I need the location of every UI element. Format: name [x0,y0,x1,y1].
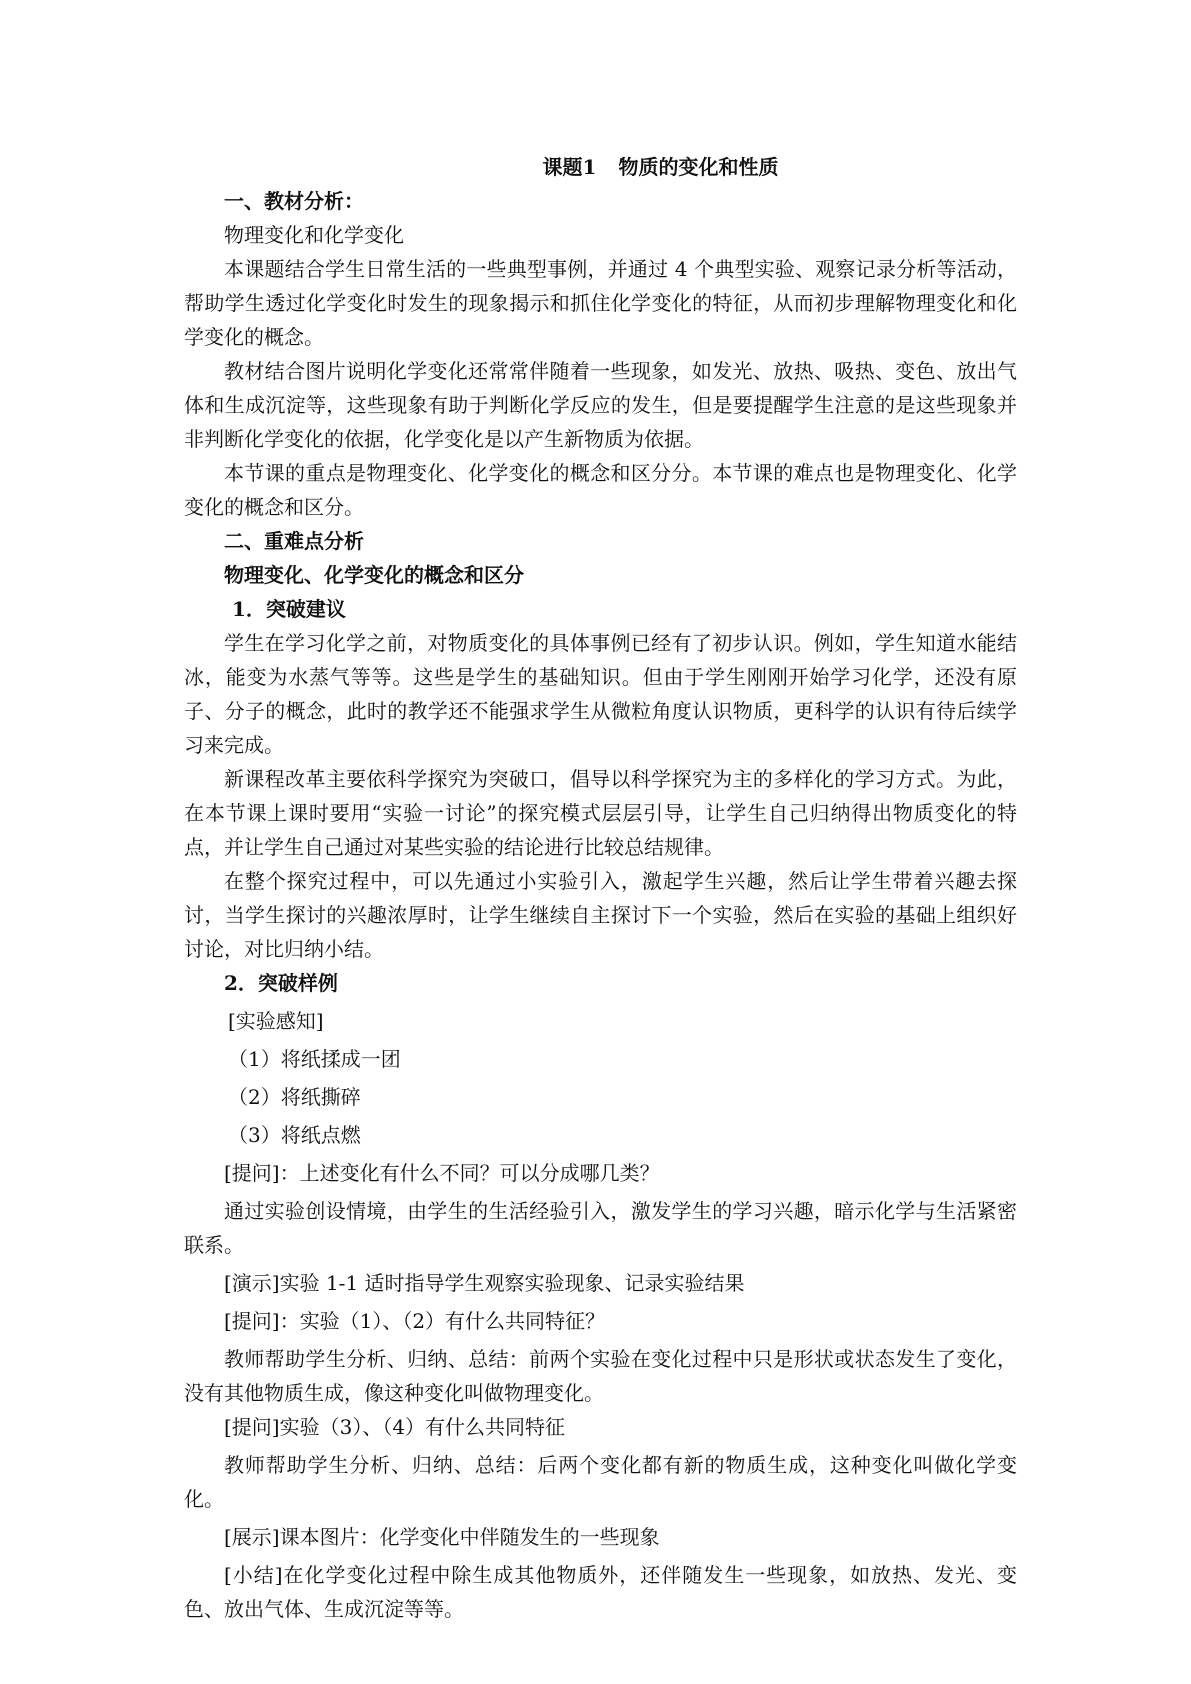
paragraph-prior-knowledge: 学生在学习化学之前，对物质变化的具体事例已经有了初步认识。例如，学生知道水能结冰，能变为水蒸气等等。这些是学生的基础知识。但由于学生刚刚开始学习化学，还没有原子、分子的概念，此时的教学还不能强求学生从微粒角度认识物质，更科学的认识有待后续学习来完成。 [184,631,1017,757]
paragraph-physical-change: 教师帮助学生分析、归纳、总结：前两个实验在变化过程中只是形状或状态发生了变化，没有其他物质生成，像这种变化叫做物理变化。 [184,1347,1017,1405]
question-1: [提问]：上述变化有什么不同？可以分成哪几类？ [224,1161,660,1185]
paragraph-scenario: 通过实验创设情境，由学生的生活经验引入，激发学生的学习兴趣，暗示化学与生活紧密联系。 [184,1199,1017,1257]
section-heading-1: 一、教材分析： [224,189,364,213]
subheading-breakthrough-advice: 1．突破建议 [232,597,346,621]
show-textbook-images: [展示]课本图片：化学变化中伴随发生的一些现象 [224,1525,660,1549]
document-title [304,150,1017,184]
experiment-label: [实验感知] [228,1009,324,1033]
experiment-item-3: （3）将纸点燃 [228,1123,361,1147]
experiment-item-2: （2）将纸撕碎 [228,1085,361,1109]
experiment-item-1: （1）将纸揉成一团 [228,1047,401,1071]
question-3: [提问]实验（3）、（4）有什么共同特征 [224,1415,566,1439]
demonstration: [演示]实验 1-1 适时指导学生观察实验现象、记录实验结果 [224,1271,745,1295]
paragraph-inquiry-process: 在整个探究过程中，可以先通过小实验引入，激起学生兴趣，然后让学生带着兴趣去探讨，当学生探讨的兴趣浓厚时，让学生继续自主探讨下一个实验，然后在实验的基础上组织好讨论，对比归纳小结。 [184,869,1017,961]
paragraph-curriculum-reform: 新课程改革主要依科学探究为突破口，倡导以科学探究为主的多样化的学习方式。为此，在本节课上课时要用“实验一讨论”的探究模式层层引导，让学生自己归纳得出物质变化的特点，并让学生自己通过对某些实验的结论进行比较总结规律。 [184,767,1017,859]
title-text: 物质的变化和性质 [618,155,779,179]
paragraph-summary: [小结]在化学变化过程中除生成其他物质外，还伴随发生一些现象，如放热、发光、变色、放出气体、生成沉淀等等。 [184,1563,1017,1621]
paragraph-chemical-change: 教师帮助学生分析、归纳、总结：后两个变化都有新的物质生成，这种变化叫做化学变化。 [184,1453,1017,1511]
section-heading-2: 二、重难点分析 [224,529,364,553]
paragraph-key-points: 本节课的重点是物理变化、化学变化的概念和区分分。本节课的难点也是物理变化、化学变化的概念和区分。 [184,461,1017,519]
subheading-breakthrough-example: 2．突破样例 [224,971,338,995]
document-body [184,150,1017,1626]
question-2: [提问]：实验（1）、（2）有什么共同特征？ [224,1309,606,1333]
title-number: 课题1 [542,155,597,179]
paragraph-textbook-intro: 本课题结合学生日常生活的一些典型事例，并通过 4 个典型实验、观察记录分析等活动，帮助学生透过化学变化时发生的现象揭示和抓住化学变化的特征，从而初步理解物理变化和化学变化的概念。 [184,257,1017,349]
paragraph-textbook-images: 教材结合图片说明化学变化还常常伴随着一些现象，如发光、放热、吸热、变色、放出气体和生成沉淀等，这些现象有助于判断化学反应的发生，但是要提醒学生注意的是这些现象并非判断化学变化的依据，化学变化是以产生新物质为依据。 [184,359,1017,451]
section-subheading-1: 物理变化和化学变化 [224,223,404,247]
section-subheading-2: 物理变化、化学变化的概念和区分 [224,563,524,587]
